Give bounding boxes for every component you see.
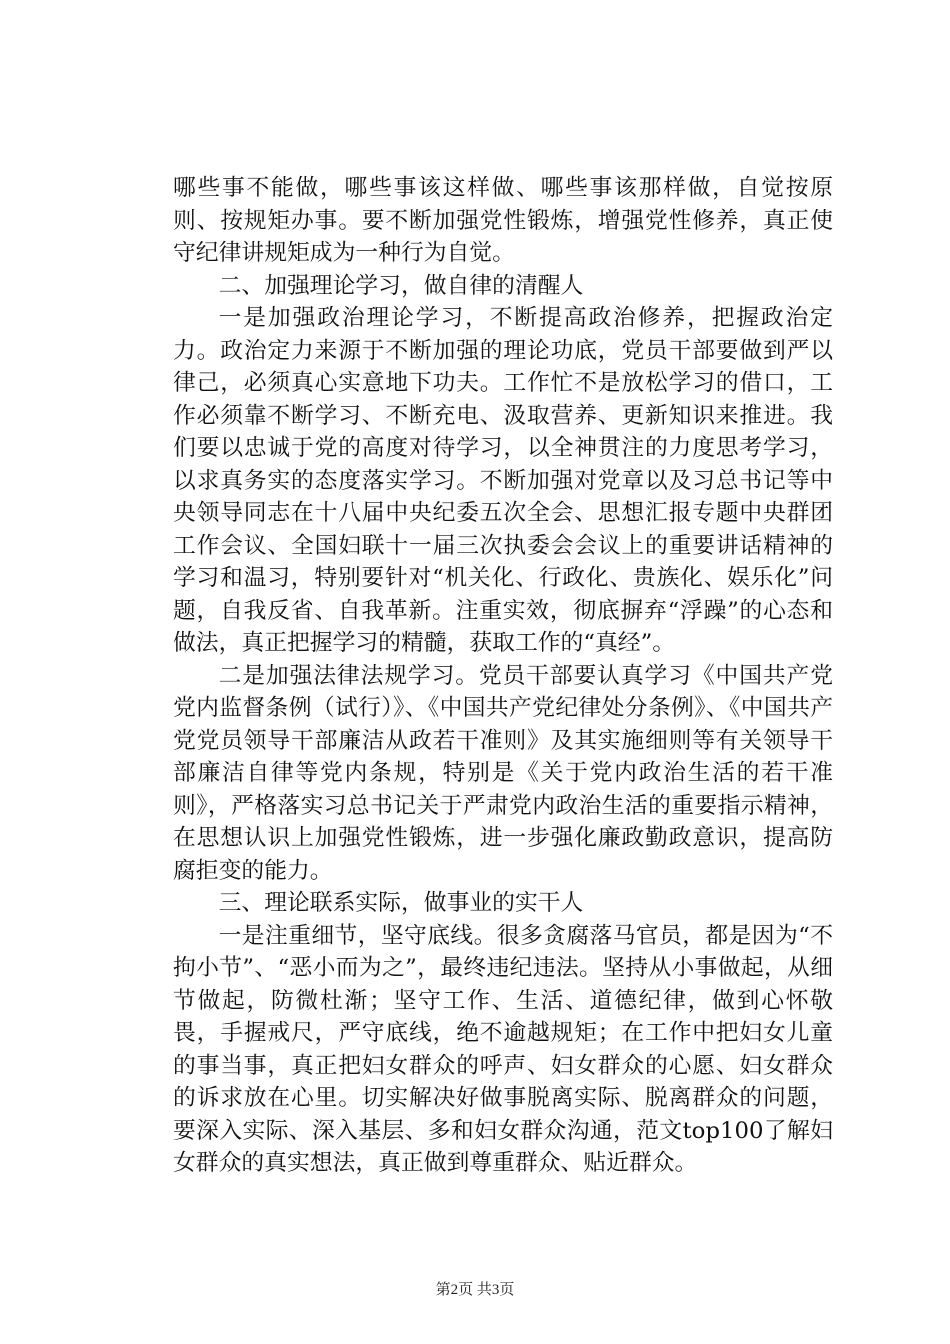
paragraph-political-theory: 一是加强政治理论学习，不断提高政治修养，把握政治定力。政治定力来源于不断加强的理论功底，党员干部要做到严以律己，必须真心实意地下功夫。工作忙不是放松学习的借口，工作必须靠不断学习、不断充电、汲取营养、更新知识来推进。我们要以忠诚于党的高度对待学习，以全神贯注的力度思考学习，以求真务实的态度落实学习。不断加强对党章以及习总书记等中央领导同志在十八届中央纪委五次全会、思想汇报专题中央群团工作会议、全国妇联十一届三次执委会会议上的重要讲话精神的学习和温习，特别要针对“机关化、行政化、贵族化、娱乐化”问题，自我反省、自我革新。注重实效，彻底摒弃“浮躁”的心态和做法，真正把握学习的精髓，获取工作的“真经”。 — [173, 305, 833, 656]
document-body — [173, 172, 833, 1180]
paragraph-continuation: 哪些事不能做，哪些事该这样做、哪些事该那样做，自觉按原则、按规矩办事。要不断加强党性锻炼，增强党性修养，真正使守纪律讲规矩成为一种行为自觉。 — [173, 175, 833, 266]
page-footer: 第2页 共3页 — [435, 1282, 515, 1298]
paragraph-details-bottom-line: 一是注重细节，坚守底线。很多贪腐落马官员，都是因为“不拘小节”、“恶小而为之”，最终违纪违法。坚持从小事做起，从细节做起，防微杜渐；坚守工作、生活、道德纪律，做到心怀敬畏，手握戒尺，严守底线，绝不逾越规矩；在工作中把妇女儿童的事当事，真正把妇女群众的呼声、妇女群众的心愿、妇女群众的诉求放在心里。切实解决好做事脱离实际、脱离群众的问题，要深入实际、深入基层、多和妇女群众沟通，范文top100了解妇女群众的真实想法，真正做到尊重群众、贴近群众。 — [173, 922, 833, 1176]
section-heading-2: 二、加强理论学习，做自律的清醒人 — [218, 272, 584, 299]
paragraph-laws-regulations: 二是加强法律法规学习。党员干部要认真学习《中国共产党党内监督条例（试行）》、《中国共产党纪律处分条例》、《中国共产党党员领导干部廉洁从政若干准则》及其实施细则等有关领导干部廉洁自律等党内条规，特别是《关于党内政治生活的若干准则》，严格落实习总书记关于严肃党内政治生活的重要指示精神，在思想认识上加强党性锻炼，进一步强化廉政勤政意识，提高防腐拒变的能力。 — [173, 662, 833, 884]
section-heading-3: 三、理论联系实际，做事业的实干人 — [218, 890, 584, 916]
